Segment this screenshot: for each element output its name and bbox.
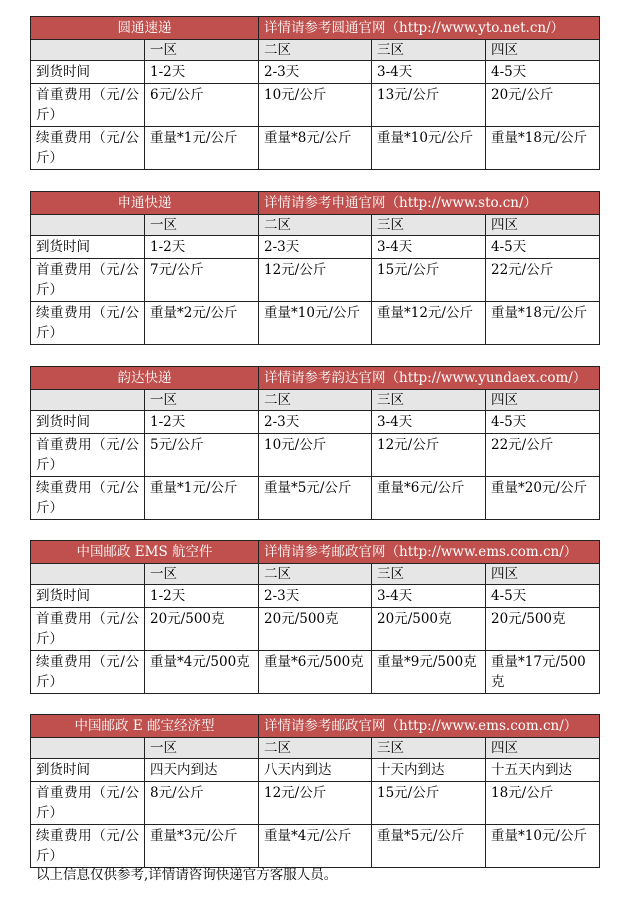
rate-cell: 12元/公斤 [372,434,486,477]
first-weight-fee-row [31,434,600,477]
rate-cell: 4-5天 [486,236,600,259]
zone-label: 三区 [372,738,486,759]
carrier-name: 中国邮政 EMS 航空件 [31,541,259,564]
row-label: 首重费用（元/公斤） [31,608,145,651]
rate-cell: 2-3天 [259,411,372,434]
zone-label: 四区 [486,215,600,236]
rate-cell: 3-4天 [372,61,486,84]
zone-label: 二区 [259,40,372,61]
additional-weight-fee-row [31,302,600,345]
rate-cell: 12元/公斤 [259,259,372,302]
first-weight-fee-row [31,259,600,302]
carrier-name: 中国邮政 E 邮宝经济型 [31,715,259,738]
row-label: 到货时间 [31,411,145,434]
rate-cell: 2-3天 [259,585,372,608]
row-label: 到货时间 [31,61,145,84]
zone-header-row [31,40,600,61]
delivery-time-row [31,759,600,782]
row-label: 首重费用（元/公斤） [31,84,145,127]
zone-corner-cell [31,738,145,759]
rate-cell: 重量*5元/公斤 [259,477,372,520]
row-label: 首重费用（元/公斤） [31,259,145,302]
rate-cell: 22元/公斤 [486,434,600,477]
first-weight-fee-row [31,608,600,651]
rate-cell: 1-2天 [145,61,259,84]
footnote: 以上信息仅供参考,详情请咨询快递官方客服人员。 [36,867,338,883]
zone-label: 二区 [259,215,372,236]
zone-label: 二区 [259,738,372,759]
rate-cell: 8元/公斤 [145,782,259,825]
row-label: 到货时间 [31,585,145,608]
zone-label: 一区 [145,215,259,236]
row-label: 续重费用（元/公斤） [31,825,145,868]
rate-cell: 3-4天 [372,585,486,608]
zone-header-row [31,215,600,236]
rate-cell: 重量*18元/公斤 [486,127,600,170]
row-label: 续重费用（元/公斤） [31,477,145,520]
rate-cell: 20元/500克 [486,608,600,651]
delivery-time-row [31,585,600,608]
rate-cell: 重量*2元/公斤 [145,302,259,345]
rate-cell: 2-3天 [259,236,372,259]
rate-cell: 18元/公斤 [486,782,600,825]
rate-cell: 22元/公斤 [486,259,600,302]
rate-cell: 八天内到达 [259,759,372,782]
rate-cell: 4-5天 [486,61,600,84]
rate-table-e-ems [30,714,600,868]
rate-cell: 4-5天 [486,411,600,434]
table-header-row [31,367,600,390]
zone-header-row [31,390,600,411]
zone-label: 三区 [372,564,486,585]
zone-corner-cell [31,564,145,585]
zone-label: 二区 [259,564,372,585]
rate-cell: 15元/公斤 [372,259,486,302]
rate-cell: 重量*8元/公斤 [259,127,372,170]
rate-cell: 20元/500克 [372,608,486,651]
rate-cell: 重量*20元/公斤 [486,477,600,520]
additional-weight-fee-row [31,651,600,694]
row-label: 续重费用（元/公斤） [31,302,145,345]
table-header-row [31,192,600,215]
zone-label: 二区 [259,390,372,411]
table-header-row [31,17,600,40]
zone-label: 四区 [486,390,600,411]
official-site-note: 详情请参考韵达官网（http://www.yundaex.com/） [259,367,600,390]
row-label: 到货时间 [31,236,145,259]
table-header-row [31,541,600,564]
rate-cell: 2-3天 [259,61,372,84]
rate-cell: 7元/公斤 [145,259,259,302]
delivery-time-row [31,61,600,84]
rate-cell: 重量*4元/公斤 [259,825,372,868]
zone-header-row [31,738,600,759]
rate-cell: 13元/公斤 [372,84,486,127]
delivery-time-row [31,411,600,434]
carrier-name: 圆通速递 [31,17,259,40]
official-site-note: 详情请参考邮政官网（http://www.ems.com.cn/） [259,541,600,564]
rate-cell: 重量*9元/500克 [372,651,486,694]
zone-label: 四区 [486,564,600,585]
zone-corner-cell [31,215,145,236]
rate-table-sto [30,191,600,345]
rate-cell: 1-2天 [145,411,259,434]
zone-label: 四区 [486,40,600,61]
zone-header-row [31,564,600,585]
additional-weight-fee-row [31,127,600,170]
zone-label: 三区 [372,390,486,411]
row-label: 到货时间 [31,759,145,782]
rate-cell: 十天内到达 [372,759,486,782]
rate-cell: 四天内到达 [145,759,259,782]
table-header-row [31,715,600,738]
official-site-note: 详情请参考申通官网（http://www.sto.cn/） [259,192,600,215]
rate-cell: 重量*4元/500克 [145,651,259,694]
rate-cell: 4-5天 [486,585,600,608]
rate-cell: 重量*17元/500克 [486,651,600,694]
zone-label: 一区 [145,390,259,411]
first-weight-fee-row [31,84,600,127]
row-label: 续重费用（元/公斤） [31,127,145,170]
rate-cell: 重量*18元/公斤 [486,302,600,345]
rate-cell: 重量*6元/公斤 [372,477,486,520]
rate-cell: 十五天内到达 [486,759,600,782]
rate-cell: 20元/公斤 [486,84,600,127]
rate-cell: 1-2天 [145,585,259,608]
rate-cell: 重量*1元/公斤 [145,127,259,170]
rate-cell: 20元/500克 [145,608,259,651]
rate-cell: 5元/公斤 [145,434,259,477]
additional-weight-fee-row [31,825,600,868]
rate-cell: 重量*10元/公斤 [259,302,372,345]
zone-corner-cell [31,390,145,411]
rate-table-yunda [30,366,600,520]
row-label: 续重费用（元/公斤） [31,651,145,694]
rate-cell: 重量*10元/公斤 [372,127,486,170]
row-label: 首重费用（元/公斤） [31,782,145,825]
rate-cell: 10元/公斤 [259,84,372,127]
zone-label: 一区 [145,564,259,585]
rate-table-yto [30,16,600,170]
rate-table-ems-air [30,540,600,694]
row-label: 首重费用（元/公斤） [31,434,145,477]
rate-cell: 重量*5元/公斤 [372,825,486,868]
rate-cell: 6元/公斤 [145,84,259,127]
zone-corner-cell [31,40,145,61]
rate-cell: 3-4天 [372,236,486,259]
zone-label: 一区 [145,738,259,759]
additional-weight-fee-row [31,477,600,520]
first-weight-fee-row [31,782,600,825]
carrier-name: 韵达快递 [31,367,259,390]
rate-cell: 重量*12元/公斤 [372,302,486,345]
official-site-note: 详情请参考邮政官网（http://www.ems.com.cn/） [259,715,600,738]
zone-label: 一区 [145,40,259,61]
official-site-note: 详情请参考圆通官网（http://www.yto.net.cn/） [259,17,600,40]
rate-cell: 3-4天 [372,411,486,434]
zone-label: 三区 [372,215,486,236]
rate-cell: 12元/公斤 [259,782,372,825]
zone-label: 三区 [372,40,486,61]
rate-cell: 20元/500克 [259,608,372,651]
carrier-name: 申通快递 [31,192,259,215]
rate-cell: 重量*1元/公斤 [145,477,259,520]
rate-cell: 1-2天 [145,236,259,259]
delivery-time-row [31,236,600,259]
rate-cell: 重量*6元/500克 [259,651,372,694]
rate-cell: 15元/公斤 [372,782,486,825]
rate-cell: 重量*10元/公斤 [486,825,600,868]
rate-cell: 重量*3元/公斤 [145,825,259,868]
rate-cell: 10元/公斤 [259,434,372,477]
zone-label: 四区 [486,738,600,759]
